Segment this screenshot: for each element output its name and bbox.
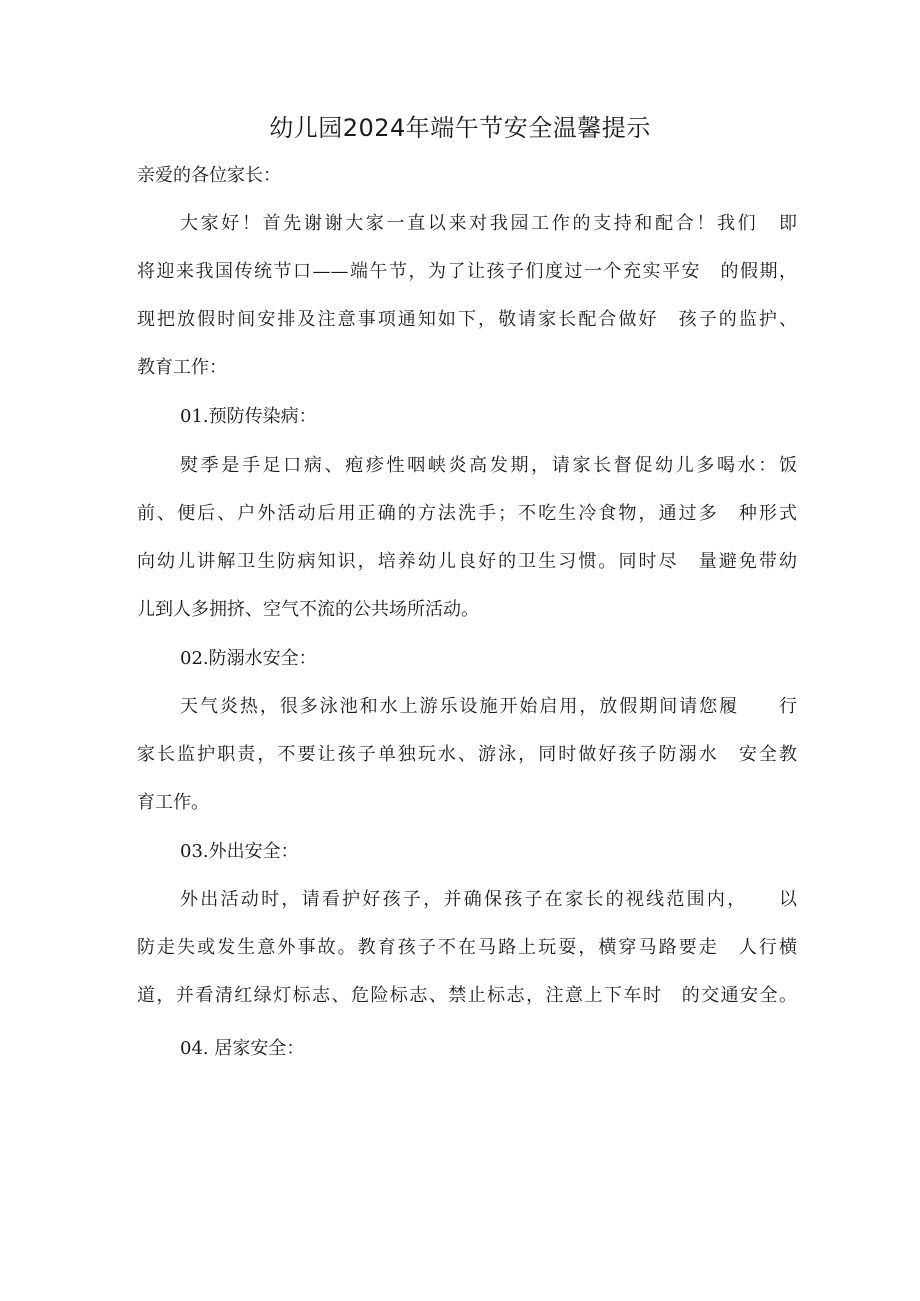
intro-line-4: 教育工作： (137, 357, 227, 378)
section-1-line-2: 前、便后、户外活动后用正确的方法洗手；不吃生冷食物，通过多 种形式 (137, 503, 797, 524)
section-1-line-3: 向幼儿讲解卫生防病知识，培养幼儿良好的卫生习惯。同时尽 量避免带幼 (137, 551, 797, 572)
section-heading-2: 02.防溺水安全： (180, 648, 317, 669)
section-2-line-3: 育工作。 (137, 792, 209, 813)
intro-line-1: 大家好！首先谢谢大家一直以来对我园工作的支持和配合！我们 即 (180, 213, 797, 234)
intro-line-3: 现把放假时间安排及注意事项通知如下，敬请家长配合做好 孩子的监护、 (137, 309, 797, 330)
section-heading-4: 04. 居家安全： (180, 1038, 305, 1059)
section-2-line-2: 家长监护职责，不要让孩子单独玩水、游泳，同时做好孩子防溺水 安全教 (137, 744, 797, 765)
section-heading-3: 03.外出安全： (180, 841, 299, 862)
section-1-line-1: 熨季是手足口病、疱疹性咽峡炎高发期，请家长督促幼儿多喝水：饭 (180, 455, 797, 476)
section-3-line-2: 防走失或发生意外事故。教育孩子不在马路上玩耍，横穿马路要走 人行横 (137, 937, 797, 958)
section-3-line-1: 外出活动时，请看护好孩子，并确保孩子在家长的视线范围内， 以 (180, 889, 797, 910)
document-title: 幼儿园2024年端午节安全温馨提示 (269, 114, 651, 142)
section-1-line-4: 儿到人多拥挤、空气不流的公共场所活动。 (137, 599, 479, 620)
intro-line-2: 将迎来我国传统节口——端午节，为了让孩子们度过一个充实平安 的假期， (137, 261, 797, 282)
section-3-line-3: 道，并看清红绿灯标志、危险标志、禁止标志，注意上下车时 的交通安全。 (137, 985, 797, 1006)
salutation: 亲爱的各位家长： (137, 165, 281, 186)
section-2-line-1: 天气炎热，很多泳池和水上游乐设施开始启用，放假期间请您履 行 (180, 696, 797, 717)
section-heading-1: 01.预防传染病： (180, 406, 317, 427)
